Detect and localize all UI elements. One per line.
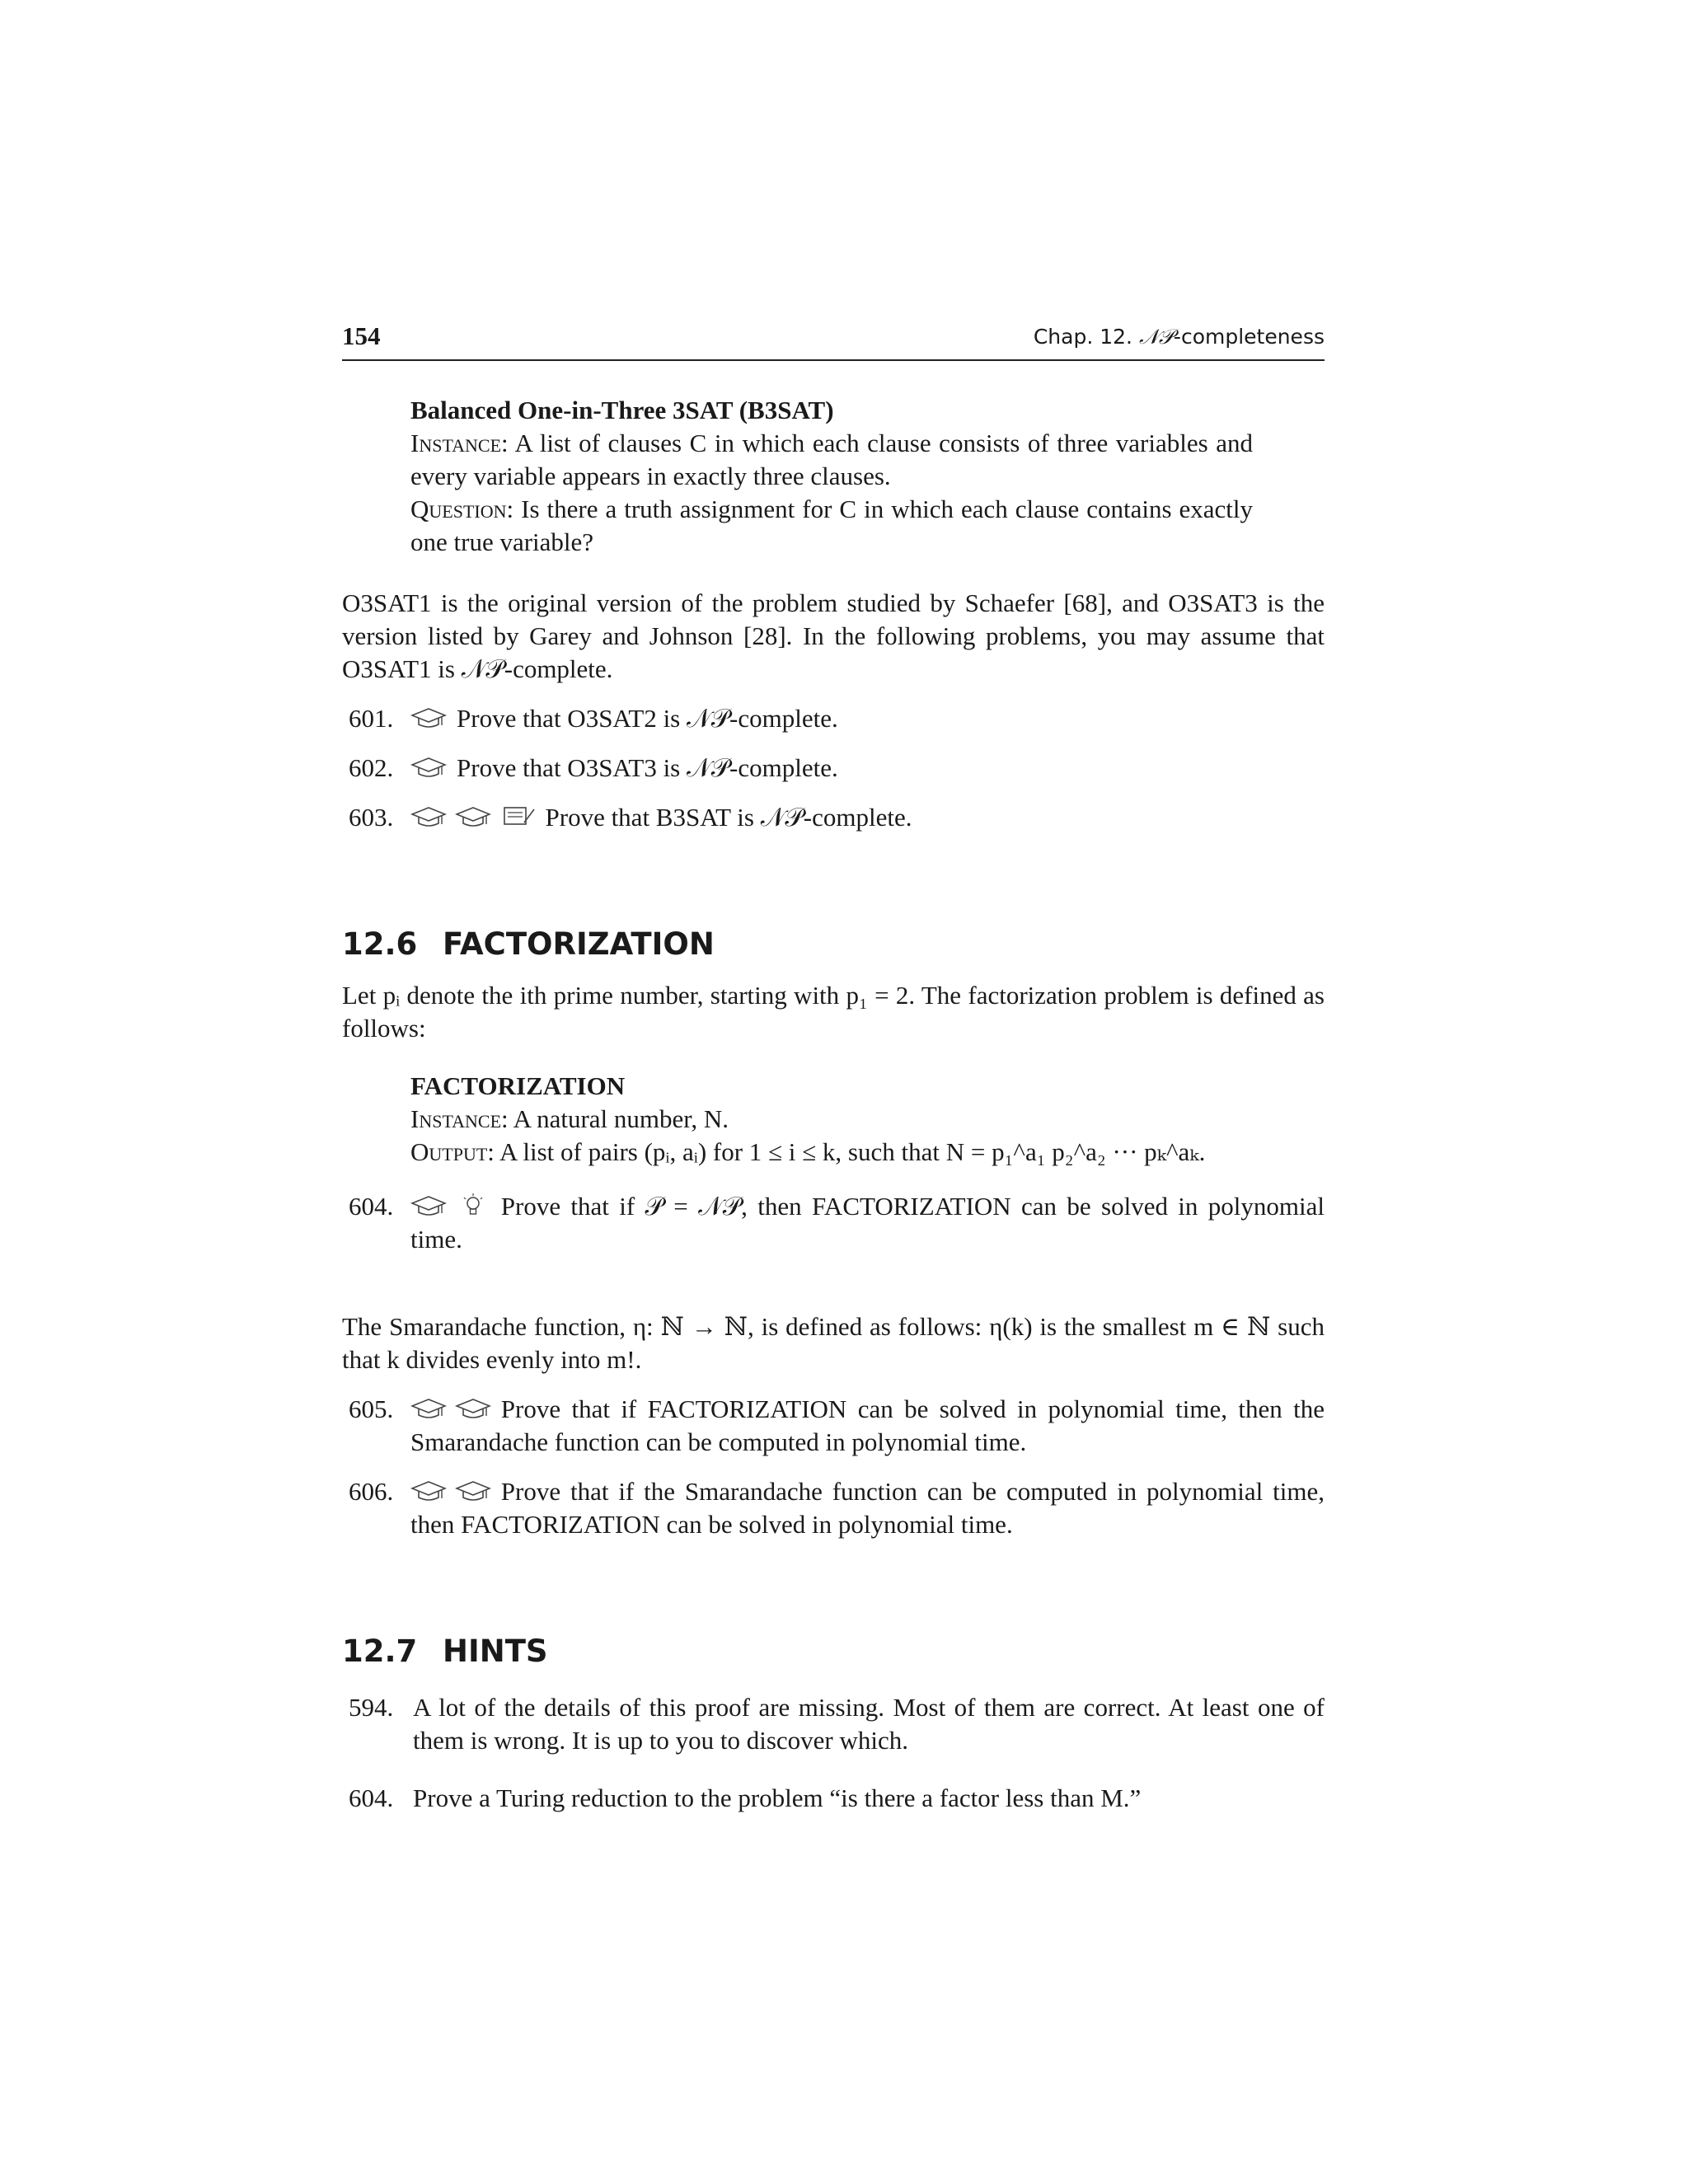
hint-604 [342, 1782, 1325, 1815]
exercise-text: Prove that O3SAT2 is 𝒩𝒫-complete. [457, 704, 838, 733]
scroll-icon [499, 804, 536, 829]
difficulty-icons [410, 702, 448, 735]
mortarboard-icon [410, 1396, 447, 1421]
section-number: 12.7 [342, 1633, 418, 1669]
section-title: HINTS [443, 1633, 548, 1669]
question-text: Is there a truth assignment for C in which each clause contains exactly one true variable? [410, 494, 1254, 556]
section-title: FACTORIZATION [443, 926, 715, 962]
difficulty-icons [410, 752, 448, 785]
running-head-suffix: -completeness [1173, 325, 1325, 349]
exercise-text: Prove that if FACTORIZATION can be solved in polynomial time, then the Smarandache function can be computed in polynomial time. [410, 1394, 1325, 1456]
running-head [1034, 325, 1325, 349]
exercise-606 [342, 1475, 1325, 1541]
output-text: A list of pairs (pᵢ, aᵢ) for 1 ≤ i ≤ k, such that N = p₁^a₁ p₂^a₂ ··· pₖ^aₖ. [499, 1137, 1206, 1166]
hint-text: A lot of the details of this proof are missing. Most of them are correct. At least one of them is wrong. It is up to you to discover which. [413, 1693, 1325, 1755]
exercise-604 [342, 1190, 1325, 1256]
factorization-title: FACTORIZATION [410, 1071, 626, 1100]
instance-text: A natural number, N. [513, 1104, 729, 1133]
paragraph-o3sat: O3SAT1 is the original version of the problem studied by Schaefer [68], and O3SAT3 is the version listed by Garey and Johnson [28]. In the following problems, you may assume that O3SAT1 is 𝒩𝒫-complete. [342, 588, 1325, 683]
section-heading-hints [342, 1633, 1325, 1670]
exercise-text: Prove that if the Smarandache function can be computed in polynomial time, then FACTORIZATION can be solved in polynomial time. [410, 1477, 1325, 1539]
instance-label: Instance: [410, 1104, 509, 1133]
mortarboard-icon [410, 755, 447, 780]
instance-text: A list of clauses C in which each clause consists of three variables and every variable appears in exactly three clauses. [410, 429, 1254, 490]
mortarboard-icon [410, 1193, 447, 1218]
mortarboard-icon [410, 804, 447, 829]
output-label: Output: [410, 1137, 495, 1166]
b3sat-title: Balanced One-in-Three 3SAT (B3SAT) [410, 396, 834, 424]
mortarboard-icon [410, 1479, 447, 1503]
exercise-text: Prove that B3SAT is 𝒩𝒫-complete. [545, 803, 912, 832]
mortarboard-icon [410, 705, 447, 730]
mortarboard-icon [455, 804, 491, 829]
exercise-number: 605. [349, 1394, 394, 1423]
exercise-number: 602. [349, 753, 394, 782]
hint-number: 604. [349, 1783, 394, 1812]
question-label: Question: [410, 494, 514, 523]
paragraph-smarandache: The Smarandache function, η: ℕ → ℕ, is defined as follows: η(k) is the smallest m ∈ ℕ such that k divides evenly into m!. [342, 1312, 1325, 1374]
paragraph-prime-definition: Let pᵢ denote the ith prime number, starting with p₁ = 2. The factorization problem is defined as follows: [342, 981, 1325, 1043]
exercise-number: 606. [349, 1477, 394, 1506]
exercise-602 [342, 752, 1325, 785]
running-head-prefix: Chap. 12. [1033, 325, 1139, 349]
difficulty-icons [410, 1393, 493, 1426]
hint-text: Prove a Turing reduction to the problem “is there a factor less than M.” [413, 1783, 1142, 1812]
page-body [342, 394, 1325, 1815]
b3sat-problem-box [410, 394, 1253, 559]
page-header [342, 321, 1325, 361]
b3sat-instance [410, 427, 1253, 493]
factorization-problem-box [410, 1070, 1253, 1169]
hint-594 [342, 1691, 1325, 1757]
difficulty-icons [410, 1475, 493, 1508]
factorization-output [410, 1136, 1253, 1169]
factorization-instance [410, 1103, 1253, 1136]
difficulty-icons [410, 1190, 493, 1223]
section-number: 12.6 [342, 926, 418, 962]
exercise-text: Prove that O3SAT3 is 𝒩𝒫-complete. [457, 753, 838, 782]
exercise-number: 601. [349, 704, 394, 733]
exercise-number: 603. [349, 803, 394, 832]
exercise-text: Prove that if 𝒫 = 𝒩𝒫, then FACTORIZATION can be solved in polynomial time. [410, 1192, 1325, 1254]
hint-number: 594. [349, 1693, 394, 1722]
mortarboard-icon [455, 1479, 491, 1503]
difficulty-icons [410, 801, 537, 834]
lightbulb-icon [455, 1193, 491, 1218]
exercise-601 [342, 702, 1325, 735]
exercise-603 [342, 801, 1325, 834]
running-head-np: 𝒩𝒫 [1138, 325, 1174, 349]
exercise-605 [342, 1393, 1325, 1459]
book-page [342, 0, 1325, 2184]
exercise-number: 604. [349, 1192, 394, 1221]
mortarboard-icon [455, 1396, 491, 1421]
instance-label: Instance: [410, 429, 509, 457]
section-heading-factorization [342, 926, 1325, 963]
page-number: 154 [342, 321, 381, 350]
b3sat-question [410, 493, 1253, 559]
